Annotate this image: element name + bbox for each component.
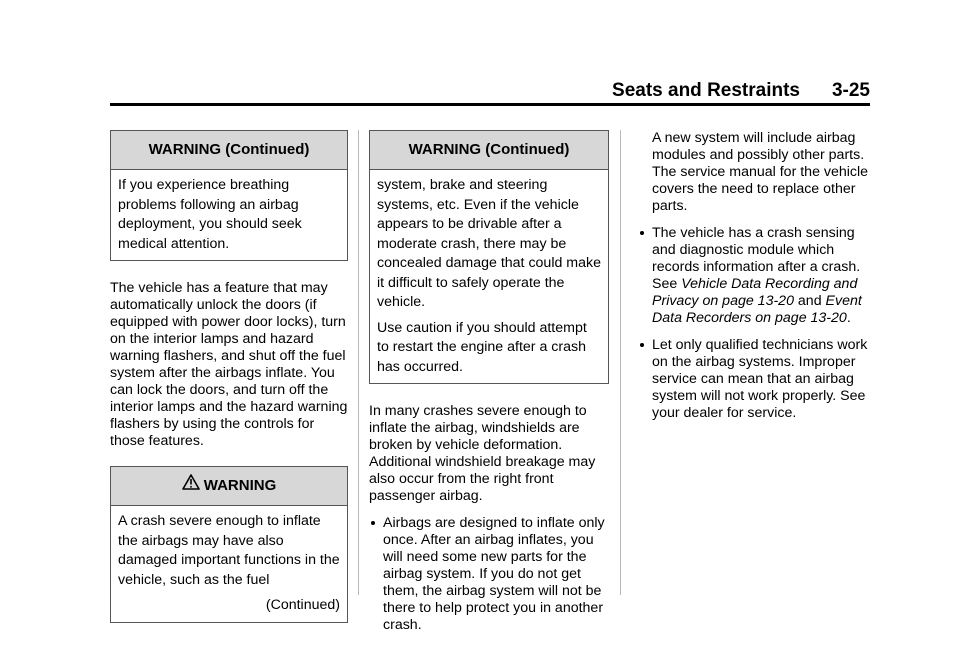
warning-heading: WARNING — [203, 477, 277, 494]
alert-triangle-icon — [182, 467, 200, 505]
warning-heading: WARNING (Continued) — [370, 131, 608, 170]
list-item-text: . — [846, 310, 851, 326]
list-item-text: and — [797, 293, 822, 309]
list-item — [369, 515, 609, 634]
warning-box-continued — [110, 130, 348, 261]
continued-label: (Continued) — [265, 597, 340, 613]
section-title: Seats and Restraints — [612, 80, 800, 101]
body-paragraph: The vehicle has a feature that may automatically unlock the doors (if equipped with power door locks), turn on the interior lamps and hazard warning flashers, and shut off the fuel system after the airbags inflate. You can lock the doors, and turn off the interior lamps and the hazard warning flashers by using the controls for those features. — [110, 280, 348, 449]
list-item — [638, 337, 871, 422]
cross-reference-link[interactable]: Vehicle Data Recording and Privacy on page 13-20 — [652, 276, 858, 309]
continuation-text: A new system will include airbag modules and possibly other parts. The service manual for the vehicle covers the need to replace other parts. — [652, 130, 869, 214]
body-paragraph: In many crashes severe enough to inflate the airbag, windshields are broken by vehicle deformation. Additional windshield breakage may also occur from the right front passenger airbag. — [369, 403, 596, 504]
page-number: 3-25 — [831, 80, 870, 101]
warning-body — [111, 506, 347, 622]
page-header — [110, 80, 870, 104]
warning-heading-row — [111, 467, 347, 506]
column-divider — [358, 130, 359, 595]
warning-box-continued — [369, 130, 609, 384]
column-2 — [369, 130, 609, 634]
bullet-list — [631, 225, 871, 422]
column-3 — [631, 130, 871, 422]
list-item-text: Airbags are designed to inflate only once. After an airbag inflates, you will need some new parts for the airbag system. If you do not get them, the airbag system will not be there to help protect you in another crash. — [383, 515, 605, 633]
warning-text: If you experience breathing problems following an airbag deployment, you should seek medical attention. — [118, 177, 302, 252]
warning-body — [111, 170, 347, 260]
bullet-icon — [371, 521, 375, 525]
warning-body — [370, 170, 608, 383]
column-divider — [620, 130, 621, 595]
warning-text: A crash severe enough to inflate the airbags may have also damaged important functions in the vehicle, such as the fuel — [118, 513, 340, 588]
bullet-list — [369, 515, 609, 634]
warning-text: system, brake and steering systems, etc. Even if the vehicle appears to be drivable after a moderate crash, there may be concealed damage that could make it difficult to safely operate the vehicle. — [377, 177, 601, 310]
list-item — [638, 225, 871, 327]
bullet-icon — [640, 231, 644, 235]
list-item-text: Let only qualified technicians work on the airbag systems. Improper service can mean that an airbag system will not work properly. See your dealer for service. — [652, 337, 868, 421]
warning-text: Use caution if you should attempt to restart the engine after a crash has occurred. — [377, 319, 587, 375]
column-1 — [110, 130, 348, 623]
warning-box — [110, 466, 348, 623]
cross-reference-link[interactable]: Event Data Recorders on page 13-20 — [652, 293, 862, 326]
list-item-text: The vehicle has a crash sensing and diagnostic module which records information after a crash. See — [652, 225, 861, 292]
header-rule — [110, 103, 870, 106]
bullet-icon — [640, 343, 644, 347]
warning-heading: WARNING (Continued) — [111, 131, 347, 170]
